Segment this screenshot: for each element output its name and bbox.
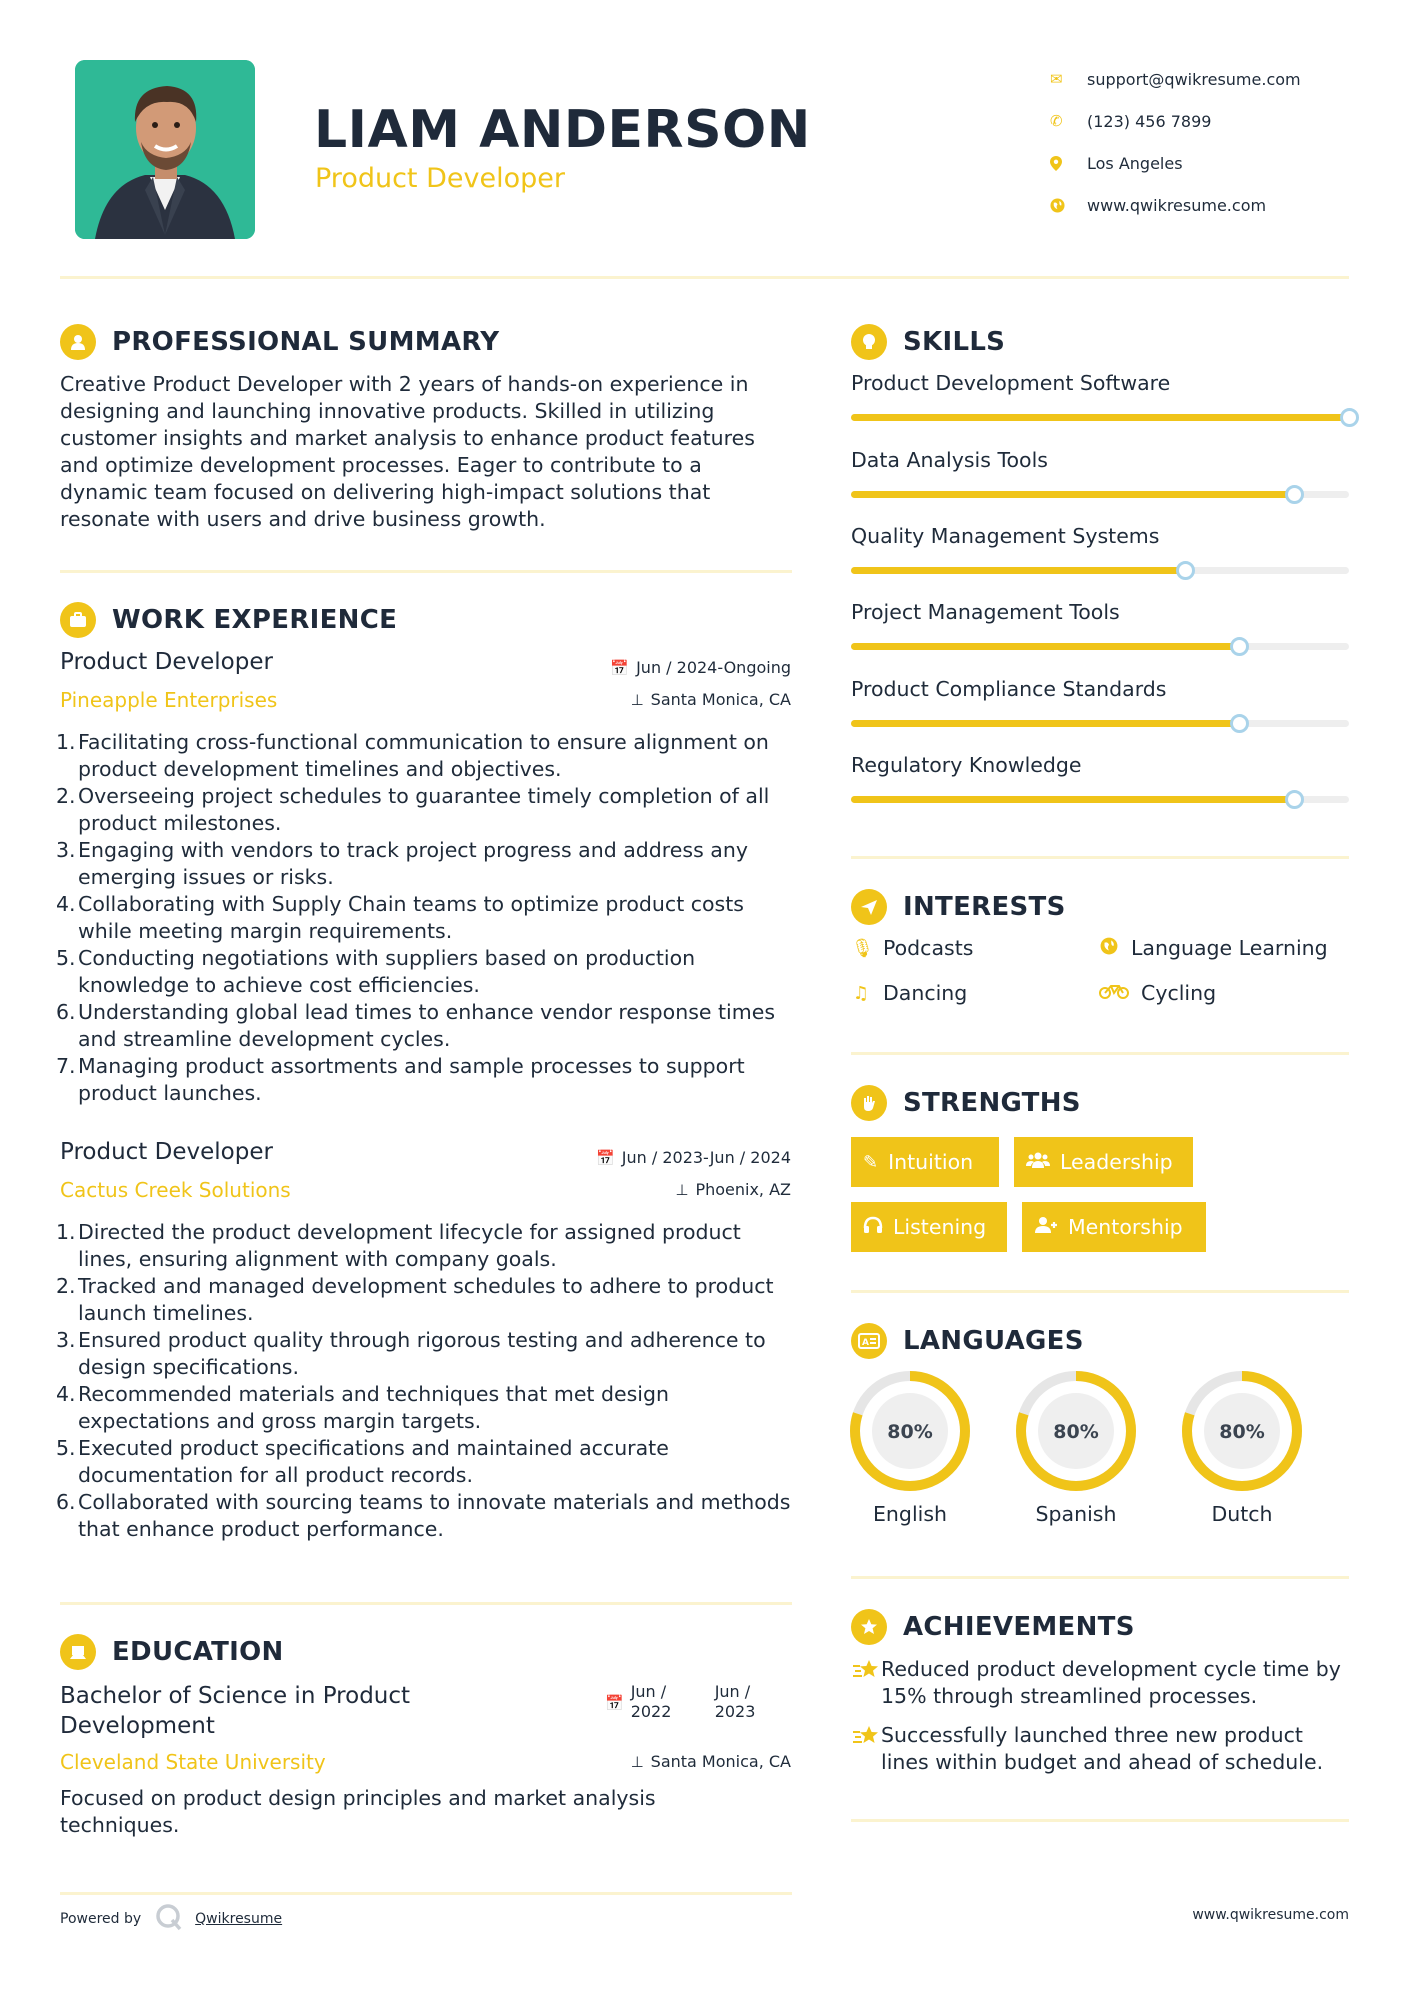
profile-photo (75, 60, 255, 239)
skill-bar-knob (1285, 790, 1304, 809)
interest-item (851, 936, 973, 960)
job-date (596, 1148, 791, 1167)
contact-location-text: Los Angeles (1087, 153, 1183, 173)
footer-divider (60, 1892, 792, 1895)
footer-website[interactable]: www.qwikresume.com (1192, 1907, 1349, 1923)
skill-bar-knob (1230, 714, 1249, 733)
job-date-text: Jun / 2024-Ongoing (636, 658, 791, 677)
skill-name: Product Compliance Standards (851, 677, 1167, 701)
list-item: 4. Collaborating with Supply Chain teams to optimize product costs while meeting margin requirements. (56, 892, 744, 943)
phone-icon: ✆ (1050, 112, 1063, 130)
list-item: 5. Executed product specifications and maintained accurate documentation for all product records. (56, 1436, 669, 1487)
skill-name: Regulatory Knowledge (851, 753, 1082, 777)
contact-website[interactable] (1050, 184, 1301, 226)
footer-powered (60, 1903, 282, 1935)
pushpin-icon: ⊥ (675, 1180, 689, 1199)
bicycle-icon (1099, 982, 1129, 1005)
list-item: 2. Overseeing project schedules to guarantee timely completion of all product milestones. (56, 784, 770, 835)
skill-bar-fill (851, 796, 1294, 803)
interests-heading (851, 889, 1066, 925)
candidate-role: Product Developer (315, 163, 565, 194)
education-heading (60, 1634, 284, 1670)
list-item: 3. Engaging with vendors to track project progress and address any emerging issues or risks. (56, 838, 748, 889)
summary-text: Creative Product Developer with 2 years of hands-on experience in designing and launching innovative products. Skilled in utilizing customer insights and market analysis to enhance product features and optimize development processes. Eager to contribute to a dynamic team focused on delivering high-impact solutions that resonate with users and drive business growth. (60, 372, 755, 531)
job-date (610, 658, 791, 677)
qwikresume-logo-icon (155, 1903, 183, 1935)
job-location-text: Phoenix, AZ (695, 1180, 791, 1199)
language-percent: 80% (1219, 1421, 1265, 1443)
pushpin-icon: ⊥ (630, 1752, 644, 1771)
pushpin-icon: ⊥ (630, 690, 644, 709)
skill-item (851, 677, 1349, 701)
skill-bar-knob (1340, 408, 1359, 427)
list-item: 3. Ensured product quality through rigorous testing and adherence to design specifications. (56, 1328, 766, 1379)
briefcase-icon (60, 602, 96, 638)
qwikresume-link[interactable]: Qwikresume (195, 1911, 283, 1927)
job-title: Product Developer (60, 1139, 273, 1165)
list-item: 5. Conducting negotiations with suppliers based on production knowledge to achieve cost efficiencies. (56, 946, 696, 997)
skill-bar (851, 643, 1349, 650)
language-item (849, 1370, 971, 1526)
job-title: Product Developer (60, 649, 273, 675)
contact-email[interactable] (1050, 58, 1301, 100)
strength-label: Listening (893, 1215, 987, 1239)
skill-bar (851, 720, 1349, 727)
language-ring (849, 1370, 971, 1492)
star-badge-icon (851, 1609, 887, 1645)
languages-divider (851, 1576, 1349, 1579)
contact-phone-text: (123) 456 7899 (1087, 111, 1212, 131)
job-company: Cactus Creek Solutions (60, 1178, 291, 1202)
contact-list (1050, 58, 1301, 226)
list-item: 6. Collaborated with sourcing teams to innovate materials and methods that enhance product performance. (56, 1490, 791, 1541)
language-card-icon (851, 1323, 887, 1359)
interests-title: INTERESTS (903, 892, 1066, 922)
skill-bar (851, 491, 1349, 498)
strength-badge (1022, 1202, 1206, 1252)
language-ring (1015, 1370, 1137, 1492)
skills-title: SKILLS (903, 327, 1006, 357)
users-icon (1026, 1151, 1050, 1174)
job-location-text: Santa Monica, CA (650, 690, 791, 709)
skill-item (851, 753, 1349, 777)
strength-badge (851, 1137, 999, 1187)
strengths-divider (851, 1290, 1349, 1293)
interest-label: Podcasts (883, 936, 974, 960)
education-date-end: Jun / 2023 (714, 1682, 756, 1721)
achievement-text: Successfully launched three new product lines within budget and ahead of schedule. (881, 1723, 1324, 1774)
strength-label: Mentorship (1068, 1215, 1183, 1239)
experience-title: WORK EXPERIENCE (112, 605, 398, 635)
education-location (631, 1752, 791, 1771)
powered-by-text: Powered by (60, 1911, 142, 1927)
education-description: Focused on product design principles and market analysis techniques. (60, 1786, 656, 1837)
skill-bar-knob (1285, 485, 1304, 504)
skill-bar-fill (851, 567, 1185, 574)
skill-bar-fill (851, 414, 1349, 421)
skill-bar-fill (851, 720, 1239, 727)
skill-bar-knob (1176, 561, 1195, 580)
summary-divider (60, 570, 792, 573)
experience-divider (60, 1602, 792, 1605)
language-item (1015, 1370, 1137, 1526)
skill-item (851, 371, 1349, 395)
interest-label: Dancing (883, 981, 968, 1005)
envelope-icon: ✉ (1050, 70, 1063, 88)
skill-name: Product Development Software (851, 371, 1171, 395)
job-bullets (56, 729, 800, 1107)
skill-item (851, 524, 1349, 548)
headphones-icon (863, 1216, 883, 1239)
list-item: 2. Tracked and managed development schedules to adhere to product launch timelines. (56, 1274, 774, 1325)
summary-title: PROFESSIONAL SUMMARY (112, 327, 500, 357)
interest-label: Cycling (1141, 981, 1217, 1005)
language-ring (1181, 1370, 1303, 1492)
education-location-text: Santa Monica, CA (650, 1752, 791, 1771)
contact-website-text: www.qwikresume.com (1087, 195, 1267, 215)
interest-label: Language Learning (1131, 936, 1328, 960)
calendar-icon: 📅 (605, 1694, 624, 1712)
skill-bar-fill (851, 643, 1239, 650)
contact-phone[interactable] (1050, 100, 1301, 142)
star-icon (851, 1658, 881, 1690)
degree: Bachelor of Science in Product Development (60, 1683, 411, 1739)
language-percent: 80% (1053, 1421, 1099, 1443)
achievement-item (851, 1656, 1351, 1710)
strengths-title: STRENGTHS (903, 1088, 1081, 1118)
skill-name: Quality Management Systems (851, 524, 1160, 548)
interest-item (851, 981, 967, 1005)
education-date-start: Jun / 2022 (630, 1682, 672, 1721)
calendar-icon: 📅 (610, 658, 630, 677)
candidate-name: LIAM ANDERSON (314, 100, 811, 160)
microphone-icon: 🎙 (851, 937, 874, 959)
experience-heading (60, 602, 397, 638)
school: Cleveland State University (60, 1750, 326, 1774)
achievements-title: ACHIEVEMENTS (903, 1612, 1135, 1642)
strength-badge (1014, 1137, 1193, 1187)
skill-bar-knob (1230, 637, 1249, 656)
education-date (605, 1682, 765, 1722)
list-item: 4. Recommended materials and techniques that met design expectations and gross margin targets. (56, 1382, 669, 1433)
contact-email-text: support@qwikresume.com (1087, 69, 1301, 89)
job-company: Pineapple Enterprises (60, 688, 278, 712)
contact-location (1050, 142, 1301, 184)
paper-plane-icon (851, 889, 887, 925)
interest-item (1099, 981, 1216, 1005)
skill-item (851, 600, 1349, 624)
strengths-heading (851, 1085, 1081, 1121)
list-item: 7. Managing product assortments and sample processes to support product launches. (56, 1054, 745, 1105)
skill-bar (851, 796, 1349, 803)
skill-bar (851, 567, 1349, 574)
language-percent: 80% (887, 1421, 933, 1443)
strength-label: Intuition (888, 1150, 974, 1174)
svg-text:A: A (862, 1338, 870, 1348)
languages-title: LANGUAGES (903, 1326, 1084, 1356)
language-name: Dutch (1211, 1502, 1273, 1526)
user-icon (60, 324, 96, 360)
header-divider (60, 276, 1349, 279)
job-bullets (56, 1219, 800, 1543)
location-pin-icon (1050, 156, 1087, 171)
skill-name: Data Analysis Tools (851, 448, 1048, 472)
skill-bar-fill (851, 491, 1294, 498)
user-plus-icon (1034, 1216, 1058, 1239)
interest-item (1099, 936, 1328, 960)
strength-label: Leadership (1060, 1150, 1173, 1174)
list-item: 1. Directed the product development lifecycle for assigned product lines, ensuring alignment with company goals. (56, 1220, 741, 1271)
list-item: 1. Facilitating cross-functional communication to ensure alignment on product development timelines and objectives. (56, 730, 769, 781)
calendar-icon: 📅 (596, 1148, 615, 1167)
job-location (631, 690, 791, 709)
star-icon (851, 1724, 881, 1756)
education-title: EDUCATION (112, 1637, 284, 1667)
achievement-item (851, 1722, 1351, 1776)
hand-icon (851, 1085, 887, 1121)
skill-name: Project Management Tools (851, 600, 1120, 624)
achievements-heading (851, 1609, 1135, 1645)
interests-divider (851, 1052, 1349, 1055)
language-item (1181, 1370, 1303, 1526)
job-location (675, 1180, 791, 1199)
strength-badge (851, 1202, 1007, 1252)
skill-bar (851, 414, 1349, 421)
magic-wand-icon: ✎ (863, 1151, 879, 1173)
music-note-icon: ♫ (852, 982, 870, 1004)
achievements-divider (851, 1819, 1349, 1822)
achievement-text: Reduced product development cycle time by 15% through streamlined processes. (881, 1657, 1341, 1708)
skills-divider (851, 856, 1349, 859)
languages-heading (851, 1323, 1084, 1359)
lightbulb-icon (851, 324, 887, 360)
graduation-icon (60, 1634, 96, 1670)
globe-icon (1099, 937, 1119, 960)
language-name: Spanish (1035, 1502, 1117, 1526)
globe-icon (1050, 198, 1087, 213)
language-name: English (872, 1502, 948, 1526)
skill-item (851, 448, 1349, 472)
skills-heading (851, 324, 1005, 360)
job-date-text: Jun / 2023-Jun / 2024 (621, 1148, 791, 1167)
summary-heading (60, 324, 499, 360)
list-item: 6. Understanding global lead times to enhance vendor response times and streamline development cycles. (56, 1000, 776, 1051)
